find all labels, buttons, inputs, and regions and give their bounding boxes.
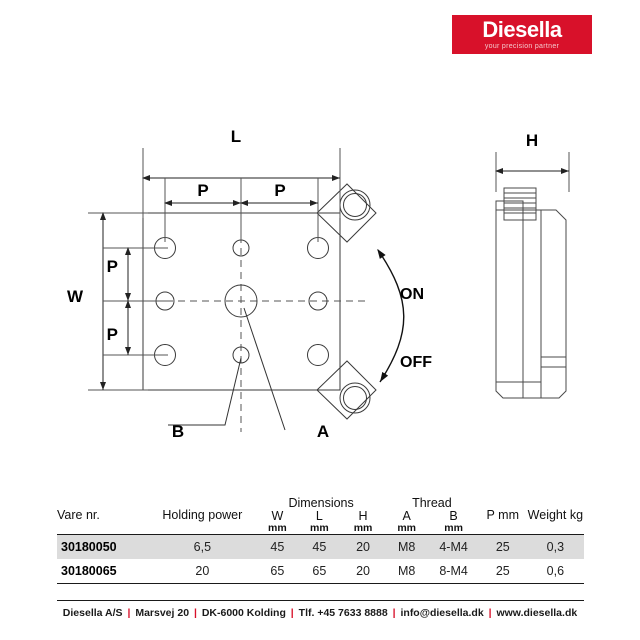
header-h — [341, 510, 385, 535]
dimension-P-horizontal — [165, 178, 318, 242]
header-a-unit: mm — [397, 522, 416, 534]
footer-city: DK-6000 Kolding — [201, 607, 286, 619]
side-view — [496, 152, 569, 398]
footer-website[interactable]: www.diesella.dk — [496, 607, 578, 619]
logo-tagline-text: your precision partner — [484, 42, 560, 50]
label-L: L — [230, 127, 242, 146]
header-l-letter: L — [315, 509, 323, 523]
label-H: H — [525, 131, 539, 150]
cell-a: M8 — [385, 535, 428, 560]
cell-w: 65 — [257, 559, 297, 584]
cell-b: 4-M4 — [428, 535, 478, 560]
footer-phone: Tlf. +45 7633 8888 — [298, 607, 388, 619]
label-P-left-lower: P — [106, 325, 118, 344]
specification-table — [57, 496, 584, 584]
header-weight — [527, 496, 584, 535]
cell-p: 25 — [479, 535, 527, 560]
header-p-letter: P — [486, 508, 495, 522]
header-b-unit: mm — [444, 522, 463, 534]
footer-separator: | — [127, 607, 131, 619]
cell-weight: 0,3 — [527, 535, 584, 560]
header-a-letter: A — [402, 509, 411, 523]
header-p — [479, 496, 527, 535]
cell-p: 25 — [479, 559, 527, 584]
cell-holding-power: 20 — [147, 559, 257, 584]
cell-w: 45 — [257, 535, 297, 560]
cell-l: 45 — [297, 535, 341, 560]
label-OFF: OFF — [400, 354, 432, 371]
label-P-left-upper: P — [106, 257, 118, 276]
header-w-unit: mm — [268, 522, 287, 534]
label-P-top-right: P — [274, 181, 286, 200]
header-p-unit: mm — [498, 508, 519, 522]
diesella-logo — [452, 15, 592, 54]
cell-part-no: 30180050 — [57, 535, 147, 560]
header-part-no: Vare nr. — [57, 508, 100, 522]
leader-lines — [168, 308, 285, 430]
header-group-thread: Thread — [412, 496, 452, 510]
footer-company: Diesella A/S — [62, 607, 123, 619]
cell-h: 20 — [341, 559, 385, 584]
cell-part-no: 30180065 — [57, 559, 147, 584]
footer — [0, 607, 640, 619]
cell-b: 8-M4 — [428, 559, 478, 584]
cell-holding-power: 6,5 — [147, 535, 257, 560]
header-h-unit: mm — [353, 522, 373, 534]
drawing-canvas — [0, 60, 640, 480]
label-W: W — [66, 287, 84, 306]
cell-h: 20 — [341, 535, 385, 560]
footer-separator: | — [392, 607, 396, 619]
logo-brand-text: Diesella — [482, 16, 562, 42]
header-weight-unit: kg — [569, 508, 584, 522]
header-b — [428, 510, 478, 535]
label-A: A — [316, 422, 330, 441]
header-h-letter: H — [358, 509, 368, 523]
table-row[interactable] — [57, 559, 584, 584]
header-w-letter: W — [271, 509, 284, 523]
header-holding-power: Holding power — [162, 508, 243, 522]
header-weight-letter: Weight — [527, 508, 567, 522]
footer-separator: | — [290, 607, 294, 619]
label-ON: ON — [400, 286, 424, 303]
footer-divider — [57, 600, 584, 601]
header-w — [257, 510, 297, 535]
header-l-unit: mm — [309, 522, 329, 534]
footer-separator: | — [193, 607, 197, 619]
side-body-outline — [496, 201, 566, 398]
footer-street: Marsvej 20 — [135, 607, 190, 619]
label-P-top-left: P — [197, 181, 209, 200]
cell-l: 65 — [297, 559, 341, 584]
table-row[interactable] — [57, 535, 584, 560]
dimension-H — [496, 152, 569, 192]
table-group-header-row — [57, 496, 584, 510]
header-a — [385, 510, 428, 535]
cell-weight: 0,6 — [527, 559, 584, 584]
label-B: B — [171, 422, 185, 441]
header-group-dimensions: Dimensions — [288, 496, 354, 510]
knurled-knob — [504, 188, 536, 220]
header-l — [297, 510, 341, 535]
technical-drawing — [0, 60, 640, 480]
footer-separator: | — [488, 607, 492, 619]
header-b-letter: B — [449, 509, 458, 523]
cell-a: M8 — [385, 559, 428, 584]
footer-email[interactable]: info@diesella.dk — [400, 607, 484, 619]
